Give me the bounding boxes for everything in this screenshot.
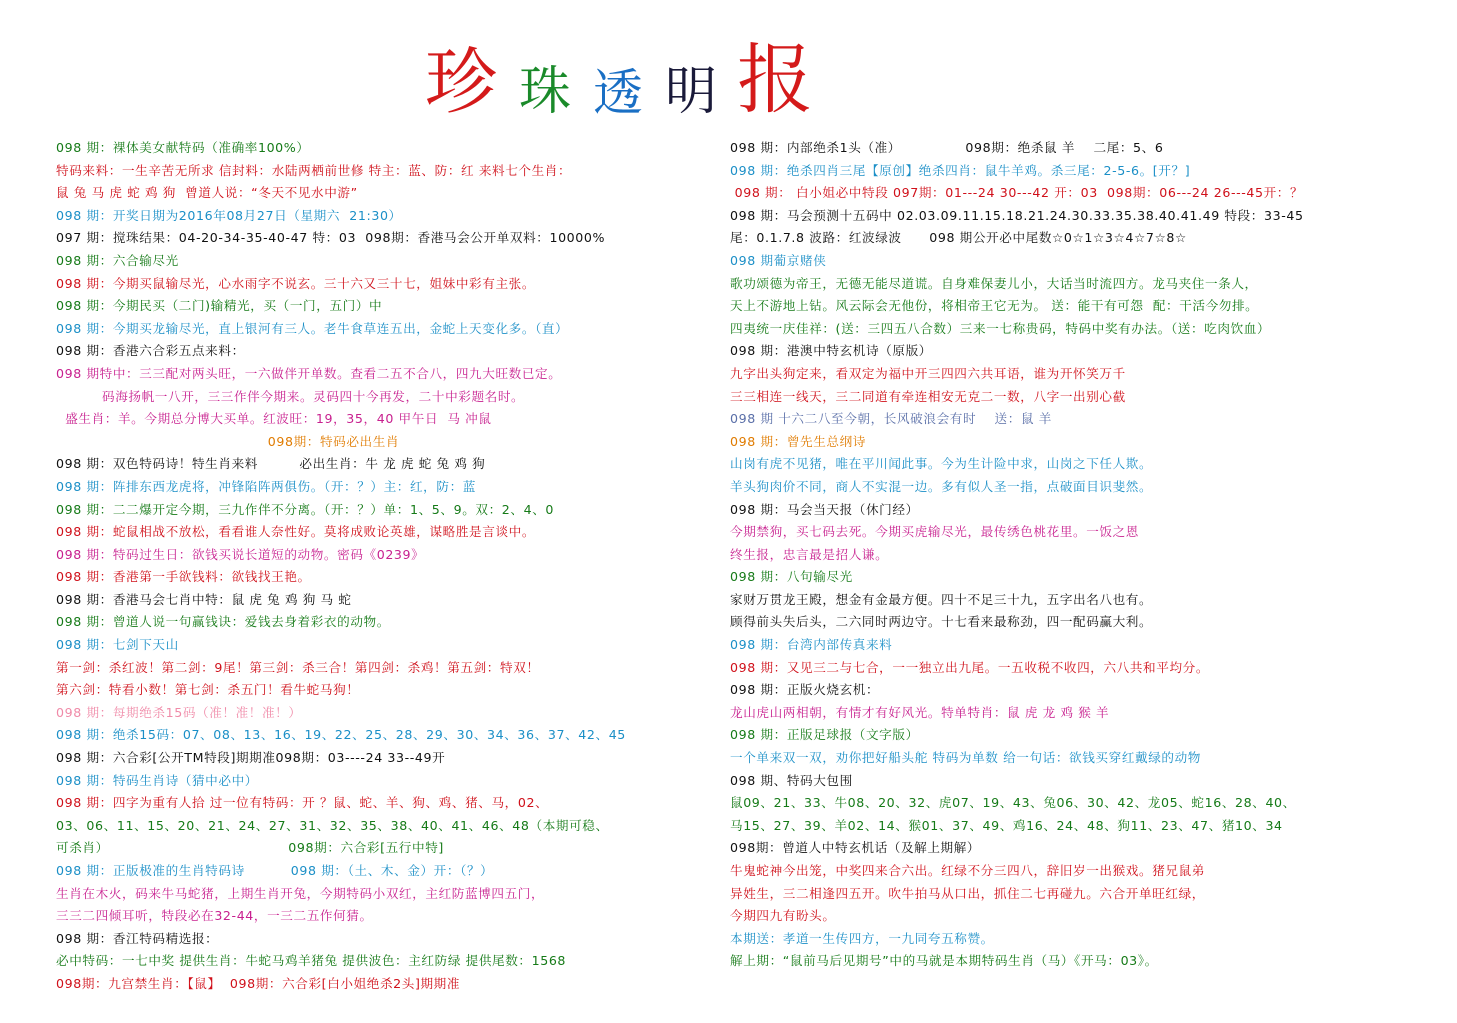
text-line: 098 期：蛇鼠相战不放松，看看谁人奈性好。莫将成败论英雄，谋略胜是言谈中。 [56,524,536,540]
text-line: 098 期：香港六合彩五点来料： [56,343,245,359]
text-line: 家财万贯龙王殿，想金有金最方便。四十不足三十九，五字出名八也有。 [730,591,1153,607]
text-line: 098 期：特码过生日：欲钱买说长道短的动物。密码《0239》 [56,546,425,562]
text-line: 098 期：绝杀四肖三尾【原创】绝杀四肖：鼠牛羊鸡。杀三尾：2-5-6。[开？] [730,162,1191,178]
text-line: 生肖在木火，码来牛马蛇猪，上期生肖开兔，今期特码小双红，主红防蓝博四五门， [56,885,545,901]
text-line: 098 期：双色特码诗！特生肖来料 必出生肖：牛 龙 虎 蛇 兔 鸡 狗 [56,456,486,472]
text-line: 098 期、特码大包围 [730,772,853,788]
text-line: 四夷统一庆佳祥：(送：三四五八合数）三来一七称贵码，特码中奖有办法。（送：吃肉饮血） [730,320,1271,336]
text-line: 羊头狗肉价不同，商人不实混一边。多有似人圣一指，点破面目识斐然。 [730,478,1153,494]
text-line: 盛生肖：羊。今期总分博大买单。红波旺：19，35，40 甲午日 马 冲鼠 [56,411,492,427]
page-title [425,34,814,124]
text-line: 歌功颂德为帝王，无德无能尽道谎。自身难保妻儿小，大话当时流四方。龙马夹住一条人， [730,275,1258,291]
text-line: 098 期：台湾内部传真来料 [730,637,893,653]
text-line: 098 期 十六二八至今朝，长风破浪会有时 送：鼠 羊 [730,411,1052,427]
text-line: 牛鬼蛇神今出笼，中奖四来合六出。红绿不分三四八，辞旧岁一出猴戏。猪兄鼠弟 [730,863,1205,878]
text-line: 098 期：四字为重有人拾 过一位有特码：开 ？鼠、蛇、羊、狗、鸡、猪、马，02、 [56,795,549,811]
text-line: 第六剑：特看小数！第七剑：杀五门！看牛蛇马狗！ [56,682,360,698]
text-line: 098 期：开奖日期为2016年08月27日（星期六 21:30） [56,207,402,223]
text-line: 码海扬帆一八开，三三作伴今期来。灵码四十今再发，二十中彩题名时。 [56,388,525,404]
text-line: 098 期：二二爆开定今期，三九作伴不分离。（开：？）单：1、5、9。双：2、4、0 [56,501,555,517]
title-char-4: 明 [665,62,718,122]
right-column [730,137,1435,973]
text-line: 098 期：香江特码精选报： [56,930,219,946]
text-line: 一个单来双一双，劝你把好船头舵 特码为单数 给一句话：欲钱买穿红戴绿的动物 [730,750,1201,766]
text-line: 特码来料：一生辛苦无所求 信封料：水陆两栖前世修 特主：蓝、防：红 来料七个生肖： [56,162,572,178]
text-line: 第一剑：杀红波！第二剑：9尾！第三剑：杀三合！第四剑：杀鸡！第五剑：特双！ [56,659,540,675]
text-line: 098 期： 白小姐必中特段 097期：01---24 30---42 开：03 098期：06---24 26---45开：？ [730,185,1304,201]
text-line: 可杀肖） 098期：六合彩[五行中特] [56,840,444,856]
text-line: 今期四九有盼头。 [730,908,836,924]
title-char-1: 珍 [425,40,498,124]
text-line: 异姓生，三二相逢四五开。吹牛拍马从口出，抓住二七再碰九。六合开单旺红绿， [730,885,1205,901]
title-char-2: 珠 [519,62,572,122]
text-line: 098 期：今期民买（二门)输精光，买（一门，五门）中 [56,298,383,314]
text-line: 本期送：孝道一生传四方，一九同夸五称赞。 [730,930,994,946]
text-line: 098 期：又见三二与七合，一一独立出九尾。一五收税不收四，六八共和平均分。 [730,659,1210,675]
text-line: 098 期：裸体美女献特码（准确率100%） [56,140,310,155]
text-line: 三三相连一线天，三二同道有牵连相安无克二一数，八字一出别心截 [730,388,1126,404]
text-line: 098 期：正版足球报（文字版） [730,727,919,743]
text-line: 九字出头狗定来，看双定为福中开三四四六共耳语，谁为开怀笑万千 [730,365,1126,381]
text-line: 098 期：马会当天报（休门经） [730,501,919,517]
text-line: 鼠09、21、33、牛08、20、32、虎07、19、43、兔06、30、42、龙05、蛇16、28、40、 [730,795,1296,811]
text-line: 098 期：绝杀15码：07、08、13、16、19、22、25、28、29、30、34、36、37、42、45 [56,727,626,743]
text-line: 解上期：“鼠前马后见期号”中的马就是本期特码生肖（马）《开马：03》。 [730,953,1158,969]
text-line: 098 期：曾道人说一句赢钱诀：爱钱去身着彩衣的动物。 [56,614,390,630]
text-line: 顾得前头失后头，二六同时两边守。十七看来最称劲，四一配码赢大利。 [730,614,1153,630]
text-line: 终生报，忠言最是招人谦。 [730,546,889,562]
text-line: 三三二四倾耳听，特段必在32-44，一三二五作何猜。 [56,908,373,924]
text-line: 098 期：内部绝杀1头（准） 098期：绝杀鼠 羊 二尾：5、6 [730,140,1164,155]
text-line: 098 期：今期买龙输尽光，直上银河有三人。老牛食草连五出，金蛇上天变化多。（直） [56,320,569,336]
text-line: 098 期：六合彩[公开TM特段]期期准098期：03----24 33--49开 [56,750,446,766]
text-line: 098 期：六合输尽光 [56,252,179,268]
text-line: 097 期：搅珠结果：04-20-34-35-40-47 特：03 098期：香港马会公开单双料：10000% [56,230,606,246]
title-char-3: 透 [593,64,644,122]
text-line: 098 期：港澳中特玄机诗（原版） [730,343,932,359]
text-line: 03、06、11、15、20、21、24、27、31、32、35、38、40、41、46、48（本期可稳、 [56,817,609,833]
text-line: 098期：特码必出生肖 [56,433,400,449]
text-line: 098 期：香港马会七肖中特：鼠 虎 兔 鸡 狗 马 蛇 [56,591,352,607]
text-line: 098 期：每期绝杀15码（准！准！准！） [56,704,302,720]
text-line: 098 期：特码生肖诗（猜中必中） [56,772,258,788]
text-line: 098 期：八句输尽光 [730,569,853,585]
text-line: 鼠 兔 马 虎 蛇 鸡 狗 曾道人说：“冬天不见水中游” [56,185,358,201]
text-line: 龙山虎山两相朝，有情才有好风光。特单特肖：鼠 虎 龙 鸡 猴 羊 [730,704,1110,720]
text-line: 必中特码：一七中奖 提供生肖：牛蛇马鸡羊猪兔 提供波色：主红防绿 提供尾数：1568 [56,953,567,969]
text-line: 尾：0.1.7.8 波路：红波绿波 098 期公开必中尾数☆0☆1☆3☆4☆7☆8☆ [730,230,1187,246]
text-line: 098 期葡京赌侠 [730,252,827,268]
text-line: 098 期：正版极准的生肖特码诗 098 期：（土、木、金）开：（？） [56,863,494,878]
text-line: 098 期：今期买鼠输尽光，心水雨字不说玄。三十六又三十七，姐妹中彩有主张。 [56,275,536,291]
text-line: 天上不游地上钻。风云际会无他份，将相帝王它无为。 送：能干有可怨 配：干活今勿排。 [730,298,1259,314]
text-line: 马15、27、39、羊02、14、猴01、37、49、鸡16、24、48、狗11、23、47、猪10、34 [730,817,1283,833]
text-line: 098 期：曾先生总纲诗 [730,433,866,449]
text-line: 山岗有虎不见猪，唯在平川闻此事。今为生计险中求，山岗之下任人欺。 [730,456,1153,472]
text-line: 098 期：马会预测十五码中 02.03.09.11.15.18.21.24.30.33.35.38.40.41.49 特段：33-45 [730,207,1304,223]
text-line: 098 期：香港第一手欲钱料：欲钱找王艳。 [56,569,311,585]
text-line: 098 期：正版火烧玄机： [730,682,880,698]
title-char-5: 报 [737,35,814,124]
text-line: 098 期：七剑下天山 [56,637,179,653]
text-line: 098期：九宫禁生肖：【鼠】 098期：六合彩[白小姐绝杀2头]期期准 [56,975,461,991]
left-column [56,137,706,996]
text-line: 098 期：阵排东西龙虎将，冲锋陷阵两俱伤。（开：？）主：红，防：蓝 [56,478,476,494]
text-line: 098期：曾道人中特玄机话（及解上期解） [730,840,981,856]
text-line: 今期禁狗，买七码去死。今期买虎输尽光，最传绣色桃花里。一饭之恩 [730,524,1140,540]
text-line: 098 期特中：三三配对两头旺，一六做伴开单数。查看二五不合八，四九大旺数已定。 [56,365,562,381]
